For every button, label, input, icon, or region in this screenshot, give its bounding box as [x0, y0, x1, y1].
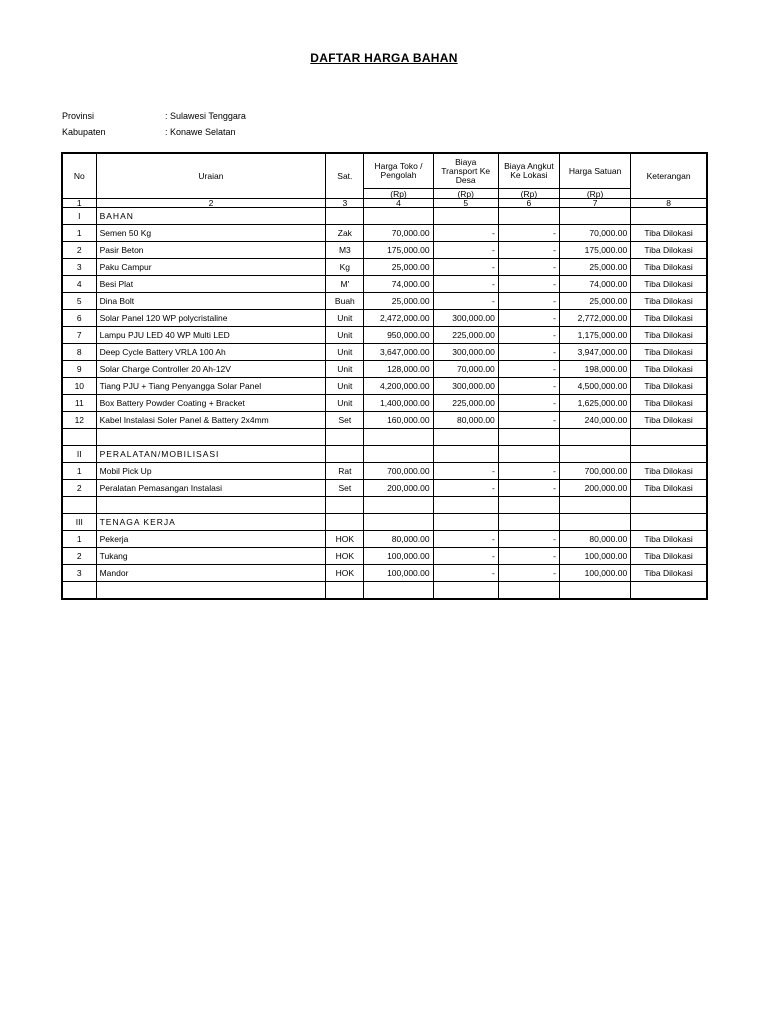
- item-no: 1: [62, 225, 96, 242]
- item-harga-satuan: 240,000.00: [559, 412, 630, 429]
- blank-cell: [498, 497, 559, 514]
- item-no: 11: [62, 395, 96, 412]
- item-biaya-transport: -: [433, 480, 498, 497]
- blank-cell: [559, 582, 630, 600]
- blank-cell: [433, 429, 498, 446]
- item-harga-satuan: 80,000.00: [559, 531, 630, 548]
- item-no: 9: [62, 361, 96, 378]
- blank-cell: [364, 429, 433, 446]
- item-biaya-transport: 225,000.00: [433, 395, 498, 412]
- kabupaten-value: : Konawe Selatan: [165, 127, 236, 137]
- item-uraian: Paku Campur: [96, 259, 326, 276]
- item-uraian: Box Battery Powder Coating + Bracket: [96, 395, 326, 412]
- item-harga-toko: 950,000.00: [364, 327, 433, 344]
- item-harga-toko: 700,000.00: [364, 463, 433, 480]
- item-sat: Set: [326, 480, 364, 497]
- blank-cell: [364, 446, 433, 463]
- item-sat: Set: [326, 412, 364, 429]
- section-number: I: [62, 208, 96, 225]
- header-rp-unit: (Rp): [559, 189, 630, 199]
- blank-cell: [631, 446, 707, 463]
- table-row: [62, 259, 707, 276]
- item-keterangan: Tiba Dilokasi: [631, 395, 707, 412]
- item-sat: HOK: [326, 548, 364, 565]
- item-harga-toko: 25,000.00: [364, 259, 433, 276]
- item-sat: Unit: [326, 327, 364, 344]
- column-number: 6: [498, 199, 559, 208]
- blank-cell: [433, 582, 498, 600]
- section-name: BAHAN: [96, 208, 326, 225]
- item-harga-satuan: 200,000.00: [559, 480, 630, 497]
- item-uraian: Dina Bolt: [96, 293, 326, 310]
- item-keterangan: Tiba Dilokasi: [631, 310, 707, 327]
- item-harga-satuan: 70,000.00: [559, 225, 630, 242]
- blank-cell: [364, 514, 433, 531]
- item-no: 1: [62, 531, 96, 548]
- item-biaya-transport: 300,000.00: [433, 378, 498, 395]
- item-biaya-transport: 80,000.00: [433, 412, 498, 429]
- title-text: DAFTAR HARGA BAHAN: [310, 51, 458, 65]
- item-biaya-angkut: -: [498, 259, 559, 276]
- blank-cell: [326, 497, 364, 514]
- item-uraian: Tiang PJU + Tiang Penyangga Solar Panel: [96, 378, 326, 395]
- item-uraian: Peralatan Pemasangan Instalasi: [96, 480, 326, 497]
- item-biaya-angkut: -: [498, 293, 559, 310]
- table-row: [62, 378, 707, 395]
- item-harga-toko: 100,000.00: [364, 548, 433, 565]
- item-biaya-angkut: -: [498, 242, 559, 259]
- column-number: 7: [559, 199, 630, 208]
- item-no: 8: [62, 344, 96, 361]
- table-row: [62, 565, 707, 582]
- item-sat: Buah: [326, 293, 364, 310]
- item-harga-satuan: 198,000.00: [559, 361, 630, 378]
- item-sat: Unit: [326, 344, 364, 361]
- kabupaten-label: Kabupaten: [62, 127, 106, 137]
- item-keterangan: Tiba Dilokasi: [631, 344, 707, 361]
- header-biaya-angkut: Biaya Angkut Ke Lokasi: [498, 153, 559, 189]
- table-row: [62, 548, 707, 565]
- column-number: 8: [631, 199, 707, 208]
- column-number: 3: [326, 199, 364, 208]
- provinsi-value: : Sulawesi Tenggara: [165, 111, 246, 121]
- table-row: [62, 225, 707, 242]
- section-row: [62, 514, 707, 531]
- item-harga-satuan: 3,947,000.00: [559, 344, 630, 361]
- item-harga-satuan: 175,000.00: [559, 242, 630, 259]
- item-biaya-transport: 300,000.00: [433, 344, 498, 361]
- header-no: No: [62, 153, 96, 199]
- provinsi-line: [62, 111, 246, 121]
- header-keterangan: Keterangan: [631, 153, 707, 199]
- table-row: [62, 344, 707, 361]
- item-harga-toko: 74,000.00: [364, 276, 433, 293]
- blank-cell: [62, 429, 96, 446]
- item-harga-satuan: 100,000.00: [559, 548, 630, 565]
- table-row: [62, 395, 707, 412]
- blank-cell: [498, 429, 559, 446]
- item-biaya-transport: -: [433, 463, 498, 480]
- header-rp-unit: (Rp): [364, 189, 433, 199]
- table-row: [62, 276, 707, 293]
- item-biaya-angkut: -: [498, 565, 559, 582]
- item-harga-satuan: 4,500,000.00: [559, 378, 630, 395]
- item-harga-toko: 4,200,000.00: [364, 378, 433, 395]
- item-biaya-transport: -: [433, 293, 498, 310]
- item-uraian: Solar Panel 120 WP polycristaline: [96, 310, 326, 327]
- item-keterangan: Tiba Dilokasi: [631, 293, 707, 310]
- item-biaya-transport: -: [433, 259, 498, 276]
- item-no: 2: [62, 548, 96, 565]
- item-uraian: Semen 50 Kg: [96, 225, 326, 242]
- item-biaya-transport: -: [433, 242, 498, 259]
- item-keterangan: Tiba Dilokasi: [631, 565, 707, 582]
- item-biaya-transport: 300,000.00: [433, 310, 498, 327]
- item-biaya-transport: -: [433, 225, 498, 242]
- item-harga-toko: 128,000.00: [364, 361, 433, 378]
- item-keterangan: Tiba Dilokasi: [631, 242, 707, 259]
- table-row: [62, 327, 707, 344]
- item-sat: Unit: [326, 378, 364, 395]
- blank-cell: [326, 514, 364, 531]
- blank-cell: [62, 497, 96, 514]
- item-biaya-angkut: -: [498, 344, 559, 361]
- blank-cell: [364, 497, 433, 514]
- item-no: 3: [62, 259, 96, 276]
- item-harga-toko: 3,647,000.00: [364, 344, 433, 361]
- table-row: [62, 531, 707, 548]
- blank-cell: [96, 429, 326, 446]
- item-uraian: Solar Charge Controller 20 Ah-12V: [96, 361, 326, 378]
- item-biaya-angkut: -: [498, 395, 559, 412]
- blank-cell: [433, 497, 498, 514]
- blank-cell: [631, 429, 707, 446]
- price-table: [61, 152, 708, 600]
- page-title: [0, 51, 768, 65]
- item-harga-toko: 1,400,000.00: [364, 395, 433, 412]
- column-number: 2: [96, 199, 326, 208]
- item-harga-toko: 160,000.00: [364, 412, 433, 429]
- item-harga-toko: 25,000.00: [364, 293, 433, 310]
- blank-cell: [326, 429, 364, 446]
- item-harga-toko: 200,000.00: [364, 480, 433, 497]
- blank-cell: [631, 208, 707, 225]
- header-sat: Sat.: [326, 153, 364, 199]
- column-number: 5: [433, 199, 498, 208]
- item-biaya-angkut: -: [498, 548, 559, 565]
- blank-row: [62, 429, 707, 446]
- item-uraian: Pekerja: [96, 531, 326, 548]
- item-keterangan: Tiba Dilokasi: [631, 378, 707, 395]
- item-keterangan: Tiba Dilokasi: [631, 463, 707, 480]
- blank-cell: [559, 497, 630, 514]
- item-harga-toko: 2,472,000.00: [364, 310, 433, 327]
- item-biaya-angkut: -: [498, 225, 559, 242]
- table-row: [62, 242, 707, 259]
- item-harga-satuan: 2,772,000.00: [559, 310, 630, 327]
- item-sat: Rat: [326, 463, 364, 480]
- item-biaya-angkut: -: [498, 327, 559, 344]
- item-no: 10: [62, 378, 96, 395]
- blank-cell: [498, 446, 559, 463]
- item-biaya-angkut: -: [498, 480, 559, 497]
- item-keterangan: Tiba Dilokasi: [631, 548, 707, 565]
- item-no: 1: [62, 463, 96, 480]
- column-number-row: [62, 199, 707, 208]
- item-keterangan: Tiba Dilokasi: [631, 480, 707, 497]
- blank-cell: [433, 514, 498, 531]
- item-biaya-angkut: -: [498, 276, 559, 293]
- item-harga-satuan: 1,625,000.00: [559, 395, 630, 412]
- item-keterangan: Tiba Dilokasi: [631, 412, 707, 429]
- item-sat: Zak: [326, 225, 364, 242]
- item-biaya-transport: -: [433, 276, 498, 293]
- item-keterangan: Tiba Dilokasi: [631, 361, 707, 378]
- section-name: PERALATAN/MOBILISASI: [96, 446, 326, 463]
- item-uraian: Mobil Pick Up: [96, 463, 326, 480]
- blank-cell: [326, 582, 364, 600]
- item-no: 2: [62, 480, 96, 497]
- blank-cell: [631, 582, 707, 600]
- price-table-body: [62, 153, 707, 599]
- item-uraian: Mandor: [96, 565, 326, 582]
- header-rp-unit: (Rp): [433, 189, 498, 199]
- table-row: [62, 480, 707, 497]
- item-biaya-angkut: -: [498, 531, 559, 548]
- item-harga-satuan: 100,000.00: [559, 565, 630, 582]
- item-biaya-transport: -: [433, 531, 498, 548]
- table-row: [62, 412, 707, 429]
- item-harga-toko: 80,000.00: [364, 531, 433, 548]
- blank-cell: [364, 582, 433, 600]
- blank-cell: [96, 497, 326, 514]
- item-keterangan: Tiba Dilokasi: [631, 225, 707, 242]
- blank-cell: [559, 446, 630, 463]
- item-biaya-angkut: -: [498, 361, 559, 378]
- blank-cell: [498, 208, 559, 225]
- item-harga-toko: 70,000.00: [364, 225, 433, 242]
- item-uraian: Tukang: [96, 548, 326, 565]
- table-row: [62, 293, 707, 310]
- blank-cell: [364, 208, 433, 225]
- header-uraian: Uraian: [96, 153, 326, 199]
- blank-row: [62, 582, 707, 600]
- header-harga-satuan: Harga Satuan: [559, 153, 630, 189]
- item-sat: M': [326, 276, 364, 293]
- item-sat: Unit: [326, 361, 364, 378]
- item-no: 5: [62, 293, 96, 310]
- item-uraian: Deep Cycle Battery VRLA 100 Ah: [96, 344, 326, 361]
- blank-cell: [631, 497, 707, 514]
- item-keterangan: Tiba Dilokasi: [631, 531, 707, 548]
- item-harga-satuan: 74,000.00: [559, 276, 630, 293]
- item-biaya-transport: -: [433, 565, 498, 582]
- blank-cell: [498, 514, 559, 531]
- item-harga-toko: 100,000.00: [364, 565, 433, 582]
- item-biaya-angkut: -: [498, 412, 559, 429]
- column-number: 4: [364, 199, 433, 208]
- item-sat: HOK: [326, 531, 364, 548]
- item-uraian: Lampu PJU LED 40 WP Multi LED: [96, 327, 326, 344]
- item-biaya-angkut: -: [498, 378, 559, 395]
- item-keterangan: Tiba Dilokasi: [631, 276, 707, 293]
- blank-cell: [326, 208, 364, 225]
- blank-row: [62, 497, 707, 514]
- section-row: [62, 208, 707, 225]
- item-no: 12: [62, 412, 96, 429]
- section-row: [62, 446, 707, 463]
- blank-cell: [559, 429, 630, 446]
- header-row: [62, 153, 707, 189]
- section-number: II: [62, 446, 96, 463]
- item-sat: HOK: [326, 565, 364, 582]
- item-uraian: Pasir Beton: [96, 242, 326, 259]
- header-harga-toko: Harga Toko / Pengolah: [364, 153, 433, 189]
- item-sat: Unit: [326, 395, 364, 412]
- header-rp-unit: (Rp): [498, 189, 559, 199]
- blank-cell: [559, 514, 630, 531]
- item-no: 7: [62, 327, 96, 344]
- blank-cell: [62, 582, 96, 600]
- blank-cell: [498, 582, 559, 600]
- item-biaya-transport: 225,000.00: [433, 327, 498, 344]
- item-harga-satuan: 25,000.00: [559, 293, 630, 310]
- item-keterangan: Tiba Dilokasi: [631, 259, 707, 276]
- blank-cell: [96, 582, 326, 600]
- item-harga-satuan: 700,000.00: [559, 463, 630, 480]
- blank-cell: [433, 208, 498, 225]
- section-name: TENAGA KERJA: [96, 514, 326, 531]
- blank-cell: [631, 514, 707, 531]
- item-sat: M3: [326, 242, 364, 259]
- item-biaya-angkut: -: [498, 310, 559, 327]
- kabupaten-line: [62, 127, 236, 137]
- item-harga-toko: 175,000.00: [364, 242, 433, 259]
- item-harga-satuan: 1,175,000.00: [559, 327, 630, 344]
- blank-cell: [326, 446, 364, 463]
- table-row: [62, 310, 707, 327]
- item-biaya-transport: -: [433, 548, 498, 565]
- item-no: 6: [62, 310, 96, 327]
- blank-cell: [559, 208, 630, 225]
- table-row: [62, 463, 707, 480]
- item-sat: Unit: [326, 310, 364, 327]
- item-uraian: Besi Plat: [96, 276, 326, 293]
- header-biaya-transport: Biaya Transport Ke Desa: [433, 153, 498, 189]
- item-no: 3: [62, 565, 96, 582]
- section-number: III: [62, 514, 96, 531]
- table-row: [62, 361, 707, 378]
- blank-cell: [433, 446, 498, 463]
- provinsi-label: Provinsi: [62, 111, 95, 121]
- item-no: 4: [62, 276, 96, 293]
- item-sat: Kg: [326, 259, 364, 276]
- item-keterangan: Tiba Dilokasi: [631, 327, 707, 344]
- item-biaya-transport: 70,000.00: [433, 361, 498, 378]
- item-no: 2: [62, 242, 96, 259]
- column-number: 1: [62, 199, 96, 208]
- item-biaya-angkut: -: [498, 463, 559, 480]
- item-harga-satuan: 25,000.00: [559, 259, 630, 276]
- item-uraian: Kabel Instalasi Soler Panel & Battery 2x4mm: [96, 412, 326, 429]
